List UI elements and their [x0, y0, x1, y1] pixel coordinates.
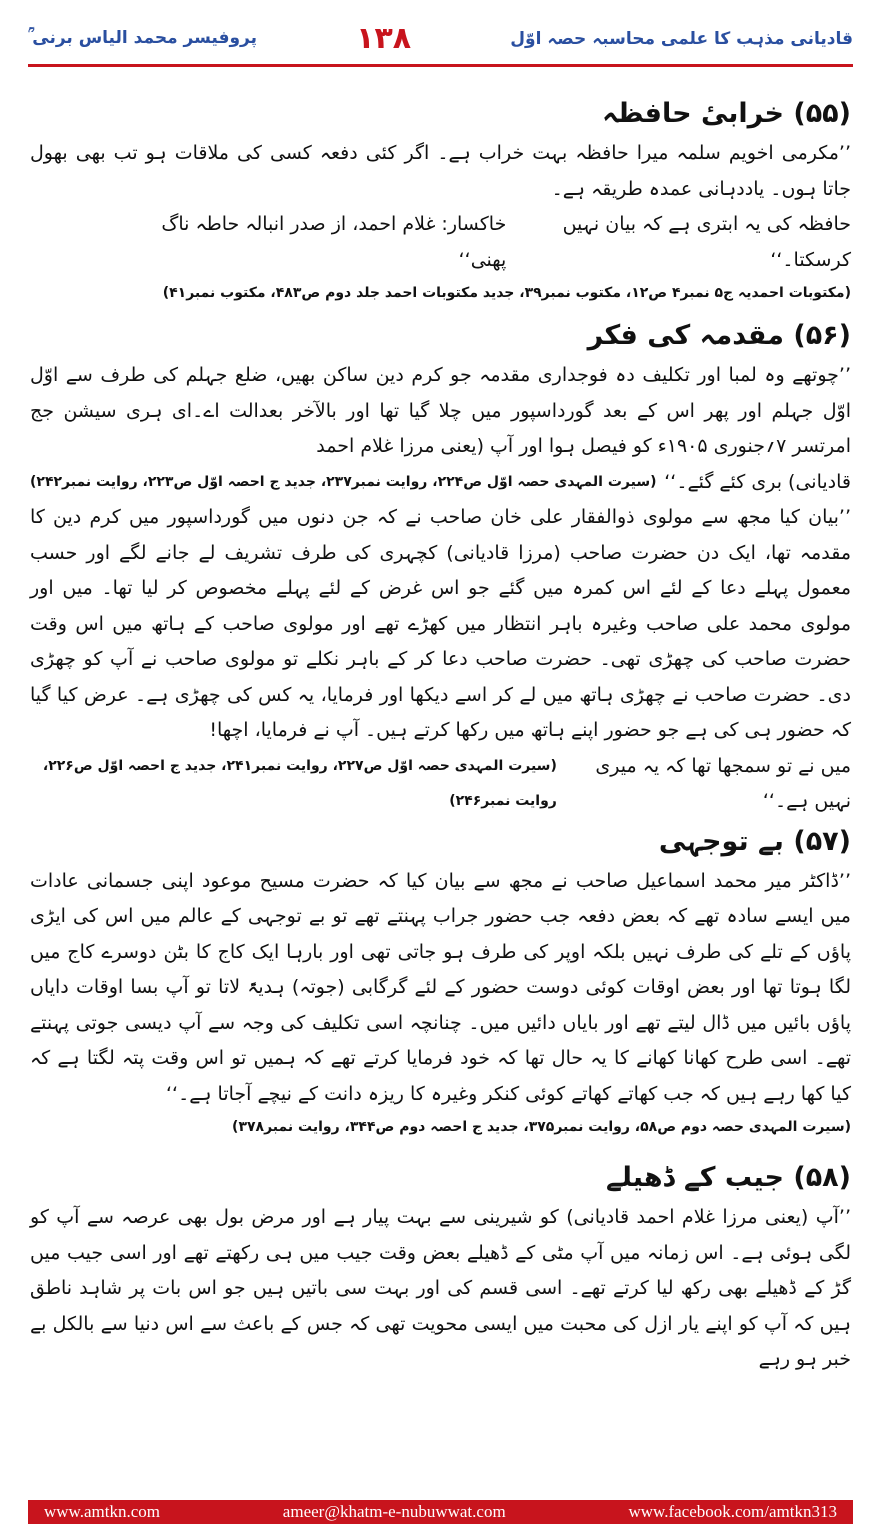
page-number: ۱۳۸: [356, 20, 412, 56]
section-55-signature-row: [30, 207, 851, 278]
section-58-paragraph: ’’آپ (یعنی مرزا غلام احمد قادیانی) کو شیرینی سے بہت پیار ہے اور مرض بول بھی عرصہ سے آپ کو لگی ہوئی ہے۔ اس زمانہ میں آپ مٹی کے ڈھیلے بعض وقت جیب میں ہی رکھتے تھے اور اسی جیب میں گڑ کے ڈھیلے بھی رکھ لیا کرتے تھے۔ اسی قسم کی اور بہت سی باتیں ہیں جو اس بات پر شاہد ناطق ہیں کہ آپ کو اپنے یار ازل کی محبت میں ایسی محویت تھی کہ جس کے باعث سے اس دنیا سے بالکل بے خبر ہو رہے: [30, 1206, 851, 1370]
book-title: قادیانی مذہب کا علمی محاسبہ حصہ اوّل: [510, 28, 853, 49]
section-56-paragraph-1-end: قادیانی) بری کئے گئے۔‘‘: [664, 470, 851, 493]
section-56-ref-row-2: [30, 749, 851, 820]
section-57-paragraph: ’’ڈاکٹر میر محمد اسماعیل صاحب نے مجھ سے بیان کیا کہ حضرت مسیح موعود اپنی جسمانی عادات میں ایسے سادہ تھے کہ بعض دفعہ جب حضور جراب پہنتے تھے تو بے توجہی کے عالم میں اس کی ایڑی پاؤں کے تلے کی طرف نہیں بلکہ اوپر کی طرف ہو جاتی تھی اور بارہا ایک کاج کا بٹن دوسرے کاج میں لگا ہوتا تھا اور بعض اوقات کوئی دوست حضور کے لئے گرگابی (جوتہ) ہدیۃً لاتا تو آپ بسا اوقات دایاں پاؤں بائیں میں ڈال لیتے تھے اور بایاں دائیں میں۔ چنانچہ اسی تکلیف کی وجہ سے آپ دیسی جوتی پہنتے تھے۔ اسی طرح کھانا کھانے کا یہ حال تھا کہ خود فرمایا کرتے تھے کہ ہمیں تو اس وقت پتہ لگتا ہے کہ کیا کھا رہے ہیں کہ جب کھاتے کھاتے کوئی کنکر وغیرہ کا ریزہ دانت کے نیچے آجاتا ہے۔‘‘: [30, 869, 851, 1105]
section-55-signature: خاکسار: غلام احمد، از صدر انبالہ حاطہ ناگ پھنی‘‘: [161, 213, 507, 271]
section-heading-57: (۵۷) بے توجہی: [658, 825, 851, 857]
section-56-reference-1: (سیرت المہدی حصہ اوّل ص۲۲۴، روایت نمبر۲۳۷، جدید ج احصہ اوّل ص۲۲۳، روایت نمبر۲۴۲): [30, 473, 657, 490]
author-name: پروفیسر محمد الیاس برنی ؒ: [28, 28, 258, 48]
header-divider: [28, 64, 853, 67]
section-55-paragraph: ’’مکرمی اخویم سلمہ میرا حافظہ بہت خراب ہے۔ اگر کئی دفعہ کسی کی ملاقات ہو تب بھی بھول جاتا ہوں۔ یاددہانی عمدہ طریقہ ہے۔: [30, 142, 851, 200]
section-56-paragraph-2: ’’بیان کیا مجھ سے مولوی ذوالفقار علی خان صاحب نے کہ جن دنوں میں گورداسپور میں کرم دین کا مقدمہ تھا، ایک دن حضرت صاحب (مرزا قادیانی) کچہری کی طرف تشریف لے جانے لگے اور حسب معمول پہلے دعا کے لئے اس کمرہ میں گئے جو اس غرض کے لئے پہلے مخصوص کر لیا تھا۔ میں اور مولوی محمد علی صاحب وغیرہ باہر انتظار میں کھڑے تھے اور مولوی صاحب کے ہاتھ میں اس وقت حضرت صاحب کی چھڑی تھی۔ حضرت صاحب دعا کر کے باہر نکلے تو مولوی صاحب نے آپ کو چھڑی دی۔ حضرت صاحب نے چھڑی ہاتھ میں لے کر اسے دیکھا اور فرمایا، یہ کس کی چھڑی ہے۔ عرض کیا گیا کہ حضور ہی کی ہے جو حضور اپنے ہاتھ میں رکھا کرتے ہیں۔ آپ نے فرمایا، اچھا!: [30, 506, 851, 741]
page-footer: [28, 1500, 853, 1524]
section-heading-55: (۵۵) خرابیٔ حافظہ: [602, 98, 851, 129]
section-56-ref-row-1: [30, 465, 851, 501]
section-55-closing-text: حافظہ کی یہ ابتری ہے کہ بیان نہیں کرسکتا۔‘‘: [562, 213, 851, 271]
page-header: [28, 14, 853, 62]
footer-website-link[interactable]: www.amtkn.com: [44, 1502, 160, 1521]
section-heading-56: (۵۶) مقدمہ کی فکر: [587, 320, 851, 351]
section-heading-58: (۵۸) جیب کے ڈھیلے: [605, 1162, 851, 1193]
page-content: [30, 92, 851, 1378]
section-56-paragraph-2-end: میں نے تو سمجھا تھا کہ یہ میری نہیں ہے۔‘‘: [595, 754, 851, 812]
section-56-paragraph-1: ’’چوتھے وہ لمبا اور تکلیف دہ فوجداری مقدمہ جو کرم دین ساکن بھیں، ضلع جہلم کی طرف سے اوّل اوّل جہلم اور پھر اس کے بعد گورداسپور میں چلا گیا تھا اور بالآخر بعدالت اے۔ای ہری سیشن جج امرتسر ۷؍جنوری ۱۹۰۵ء کو فیصل ہوا اور آپ (یعنی مرزا غلام احمد: [30, 364, 851, 457]
section-56-reference-2: (سیرت المہدی حصہ اوّل ص۲۲۷، روایت نمبر۲۴۱، جدید ج احصہ اوّل ص۲۲۶، روایت نمبر۲۴۶): [42, 757, 557, 809]
footer-facebook-link[interactable]: www.facebook.com/amtkn313: [628, 1502, 837, 1521]
section-57-reference: (سیرت المہدی حصہ دوم ص۵۸، روایت نمبر۳۷۵، جدید ج احصہ دوم ص۳۴۴، روایت نمبر۳۷۸): [232, 1119, 851, 1135]
footer-email-link[interactable]: ameer@khatm-e-nubuwwat.com: [282, 1502, 506, 1521]
section-55-reference: (مکتوبات احمدیہ ج۵ نمبر۴ ص۱۲، مکتوب نمبر۳۹، جدید مکتوبات احمد جلد دوم ص۴۸۳، مکتوب نمبر۴۱): [162, 285, 851, 301]
